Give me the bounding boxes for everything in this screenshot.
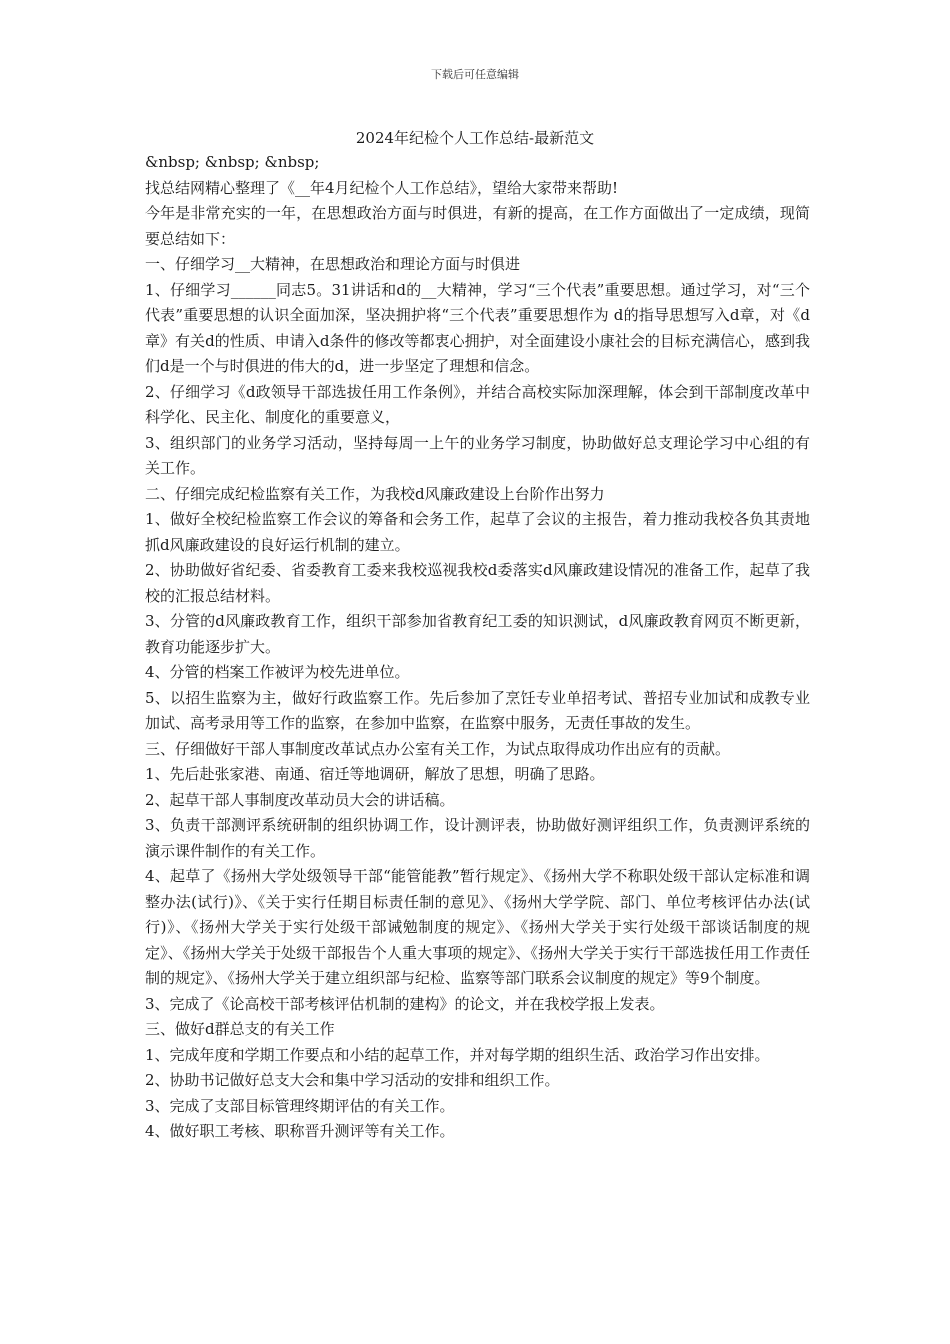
paragraph: 2、协助做好省纪委、省委教育工委来我校巡视我校d委落实d风廉政建设情况的准备工作，起草了我校的汇报总结材料。 [145, 561, 810, 605]
paragraph: 1、做好全校纪检监察工作会议的筹备和会务工作，起草了会议的主报告，着力推动我校各负其责地抓d风廉政建设的良好运行机制的建立。 [145, 510, 810, 554]
section-heading: 二、仔细完成纪检监察有关工作，为我校d风廉政建设上台阶作出努力 [145, 484, 605, 503]
paragraph: 3、分管的d风廉政教育工作，组织干部参加省教育纪工委的知识测试，d风廉政教育网页不断更新，教育功能逐步扩大。 [145, 612, 810, 656]
paragraph: 3、组织部门的业务学习活动，坚持每周一上午的业务学习制度，协助做好总支理论学习中心组的有关工作。 [145, 433, 810, 477]
paragraph: 4、做好职工考核、职称晋升测评等有关工作。 [145, 1122, 455, 1140]
paragraph: 3、完成了《论高校干部考核评估机制的建构》的论文，并在我校学报上发表。 [145, 994, 665, 1013]
paragraph: 今年是非常充实的一年，在思想政治方面与时俱进，有新的提高，在工作方面做出了一定成绩，现简要总结如下： [145, 204, 810, 248]
paragraph: 2、协助书记做好总支大会和集中学习活动的安排和组织工作。 [145, 1071, 560, 1089]
document-body [145, 150, 810, 1145]
paragraph: 3、负责干部测评系统研制的组织协调工作，设计测评表，协助做好测评组织工作，负责测评系统的演示课件制作的有关工作。 [145, 816, 810, 860]
paragraph: 4、分管的档案工作被评为校先进单位。 [145, 663, 410, 681]
section-heading: 三、做好d群总支的有关工作 [145, 1020, 335, 1038]
paragraph: 1、先后赴张家港、南通、宿迁等地调研，解放了思想，明确了思路。 [145, 765, 605, 783]
section-heading: 三、仔细做好干部人事制度改革试点办公室有关工作，为试点取得成功作出应有的贡献。 [145, 739, 731, 758]
section-heading: 一、仔细学习__大精神，在思想政治和理论方面与时俱进 [145, 255, 521, 273]
document-title: 2024年纪检个人工作总结-最新范文 [355, 129, 595, 147]
download-note: 下载后可任意编辑 [431, 68, 519, 81]
paragraph: 3、完成了支部目标管理终期评估的有关工作。 [145, 1096, 455, 1115]
paragraph: 2、仔细学习《d政领导干部选拔任用工作条例》，并结合高校实际加深理解，体会到干部制度改革中科学化、民主化、制度化的重要意义， [145, 382, 810, 426]
paragraph: 1、完成年度和学期工作要点和小结的起草工作，并对每学期的组织生活、政治学习作出安排。 [145, 1045, 770, 1064]
paragraph: 找总结网精心整理了《__年4月纪检个人工作总结》，望给大家带来帮助! [145, 178, 619, 197]
paragraph: 2、起草干部人事制度改革动员大会的讲话稿。 [145, 790, 455, 809]
nbsp-line: &nbsp; &nbsp; &nbsp; [145, 153, 320, 171]
paragraph: 5、以招生监察为主，做好行政监察工作。先后参加了烹饪专业单招考试、普招专业加试和成教专业加试、高考录用等工作的监察，在参加中监察，在监察中服务，无责任事故的发生。 [145, 688, 810, 732]
paragraph: 4、起草了《扬州大学处级领导干部“能管能教”暂行规定》、《扬州大学不称职处级干部认定标准和调整办法(试行)》、《关于实行任期目标责任制的意见》、《扬州大学学院、部门、单位考核评估办法(试行)》、《扬州大学关于实行处级干部诫勉制度的规定》、《扬州大学关于实行处级干部谈话制度的规定》、《扬州大学关于处级干部报告个人重大事项的规定》、《扬州大学关于实行干部选拔任用工作责任制的规定》、《扬州大学关于建立组织部与纪检、监察等部门联系会议制度的规定》等9个制度。 [145, 867, 810, 987]
paragraph: 1、仔细学习______同志5。31讲话和d的__大精神，学习“三个代表”重要思想。通过学习，对“三个代表”重要思想的认识全面加深，坚决拥护将“三个代表”重要思想作为 d的指导思想写入d章，对《d章》有关d的性质、申请入d条件的修改等都衷心拥护，对全面建设小康社会的目标充满信心，感到我们d是一个与时俱进的伟大的d，进一步坚定了理想和信念。 [145, 280, 810, 375]
